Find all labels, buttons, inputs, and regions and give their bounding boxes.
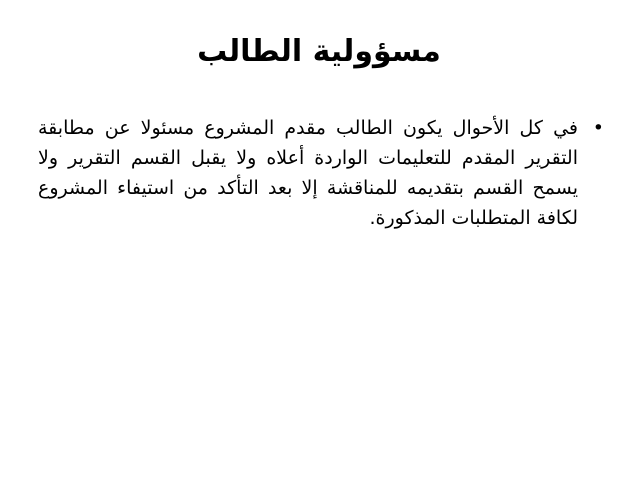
- bullet-icon: •: [592, 117, 604, 139]
- bullet-item: [38, 113, 604, 233]
- bullet-text: في كل الأحوال يكون الطالب مقدم المشروع مسئولا عن مطابقة التقرير المقدم للتعليمات الواردة أعلاه ولا يقبل القسم التقرير ولا يسمح القسم بتقديمه للمناقشة إلا بعد التأكد من استيفاء المشروع لكافة المتطلبات المذكورة.: [38, 117, 578, 229]
- slide-title: مسؤولية الطالب: [197, 34, 441, 69]
- bullet-list: [38, 113, 604, 233]
